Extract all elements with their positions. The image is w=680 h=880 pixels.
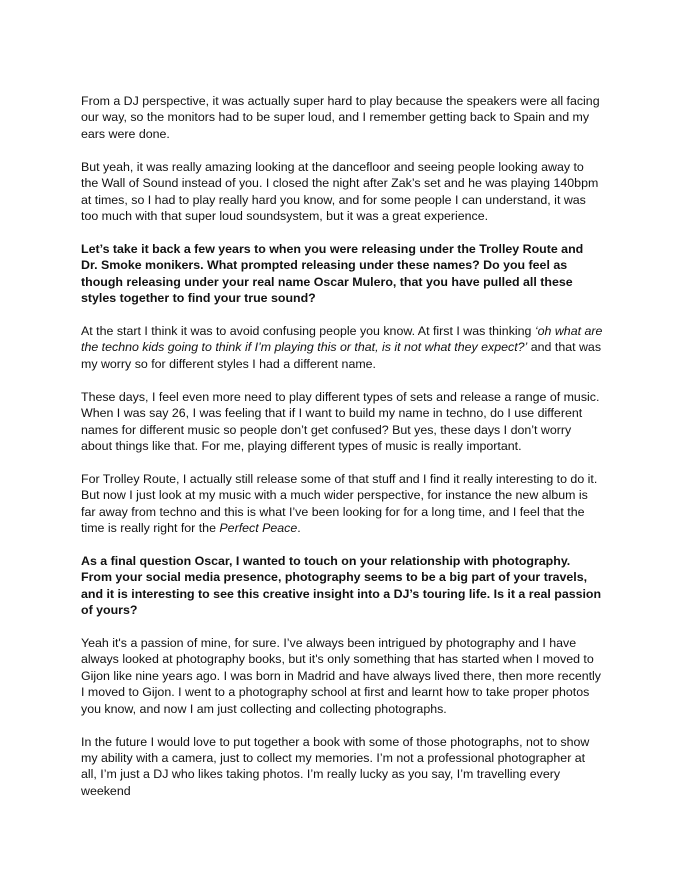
italic-quote: ‘oh what are the techno kids going to think if I’m playing this or that, is it not what they expect?’: [81, 323, 603, 355]
answer-paragraph: From a DJ perspective, it was actually super hard to play because the speakers were all facing our way, so the monitors had to be super loud, and I remember getting back to Spain and my ears were done.: [81, 94, 600, 141]
answer-paragraph: Yeah it's a passion of mine, for sure. I’ve always been intrigued by photography and I have always looked at photography books, but it's only something that has started when I moved to Gijon like nine years ago. I was born in Madrid and have always lived there, then more recently I moved to Gijon. I went to a photography school at first and learnt how to take proper photos you know, and now I am just collecting and collecting photographs.: [81, 636, 601, 716]
answer-paragraph: [81, 471, 603, 537]
interview-question: As a final question Oscar, I wanted to touch on your relationship with photography. From your social media presence, photography seems to be a big part of your travels, and it is interesting to see this creative insight into a DJ’s touring life. Is it a real passion of yours?: [81, 553, 602, 618]
answer-text: and that was my worry so for different styles I had a different name.: [81, 340, 602, 371]
album-title: Perfect Peace: [219, 521, 298, 536]
answer-text: .: [297, 521, 301, 536]
answer-text: For Trolley Route, I actually still release some of that stuff and I find it really interesting to do it. But now I just look at my music with a much wider perspective, for instance the new album is far away from techno and this is what I’ve been looking for for a long time, and I feel that the time is really right for the: [81, 471, 598, 536]
answer-text: At the start I think it was to avoid confusing people you know. At first I was thinking: [81, 323, 535, 338]
answer-paragraph: In the future I would love to put together a book with some of those photographs, not to show my ability with a camera, just to collect my memories. I’m not a professional photographer at all, I’m just a DJ who likes taking photos. I’m really lucky as you say, I’m travelling every weekend: [81, 734, 590, 798]
answer-paragraph: But yeah, it was really amazing looking at the dancefloor and seeing people looking away to the Wall of Sound instead of you. I closed the night after Zak’s set and he was playing 140bpm at times, so I had to play really hard you know, and for some people I can understand, it was too much with that super loud soundsystem, but it was a great experience.: [81, 159, 599, 223]
article-body: [81, 93, 603, 816]
answer-paragraph: These days, I feel even more need to play different types of sets and release a range of music. When I was say 26, I was feeling that if I want to build my name in techno, do I use different names for different music so people don’t get confused? But yes, these days I don’t worry about things like that. For me, playing different types of music is really important.: [81, 389, 600, 453]
answer-paragraph: [81, 323, 603, 372]
interview-question: Let’s take it back a few years to when you were releasing under the Trolley Route and Dr. Smoke monikers. What prompted releasing under these names? Do you feel as though releasing under your real name Oscar Mulero, that you have pulled all these styles together to find your true sound?: [81, 241, 584, 306]
